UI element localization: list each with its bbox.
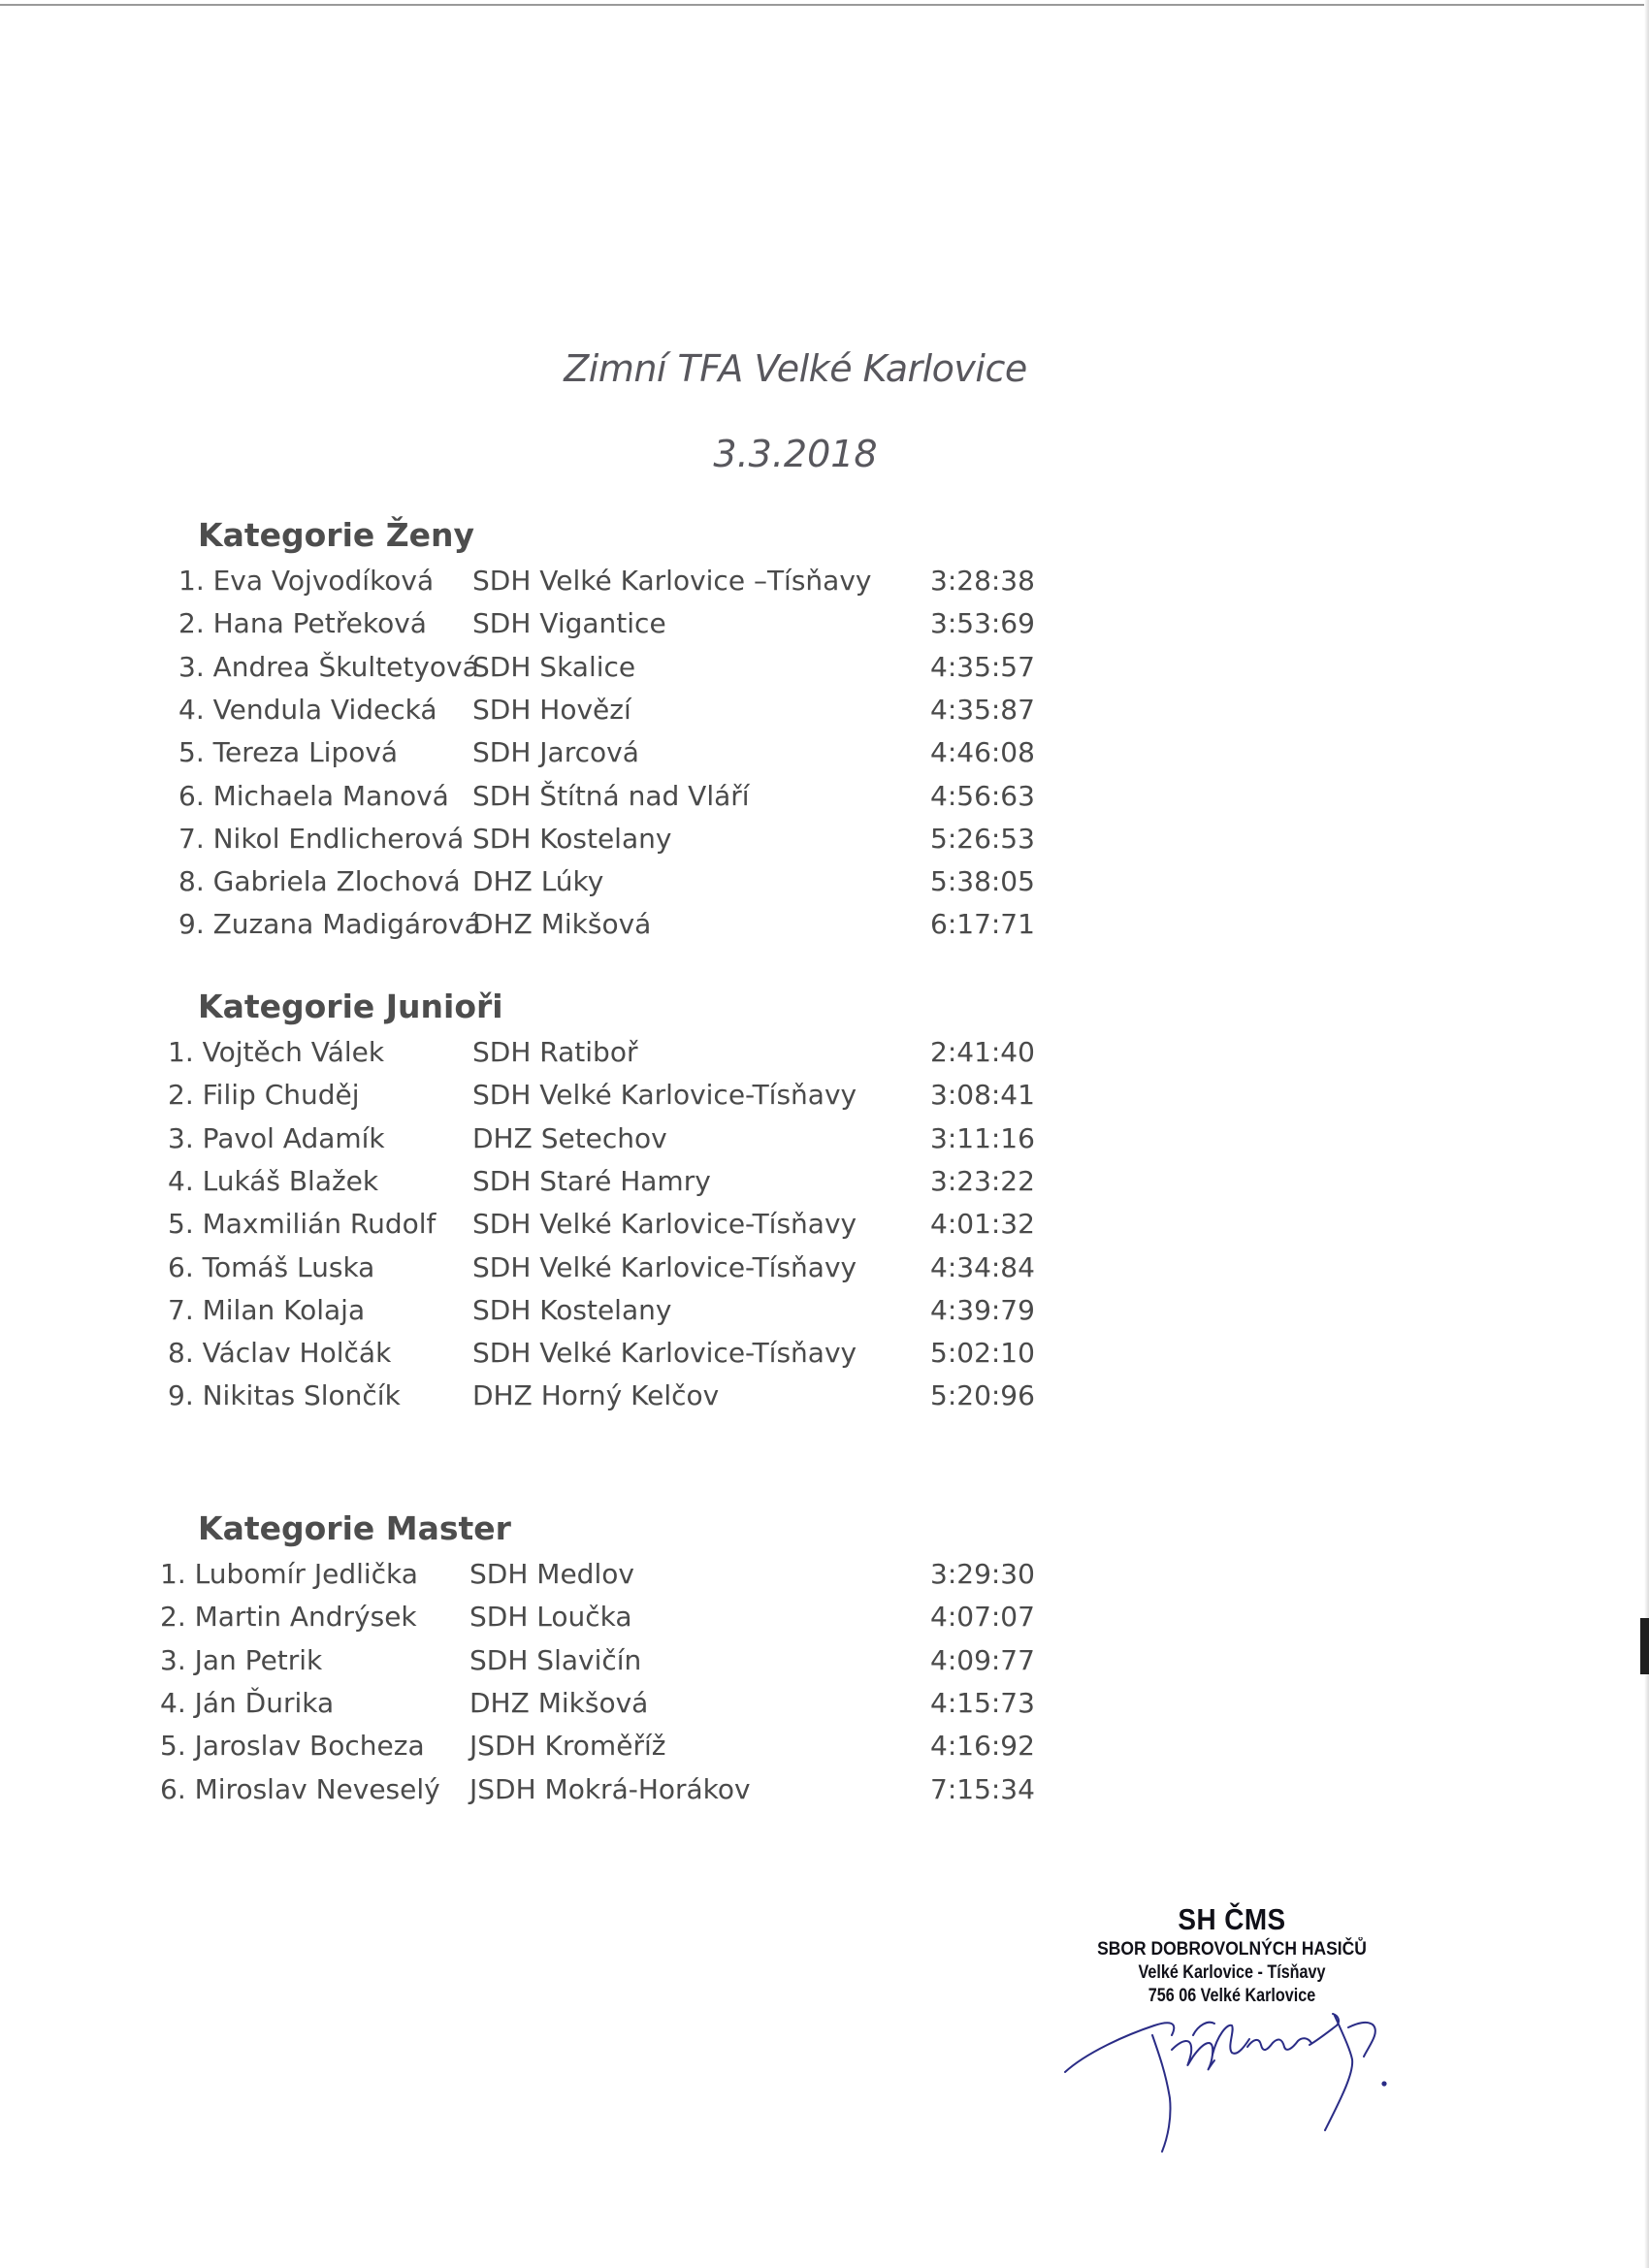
competitor-club: SDH Ratiboř xyxy=(472,1036,638,1068)
result-row xyxy=(0,1036,1164,1079)
competitor-club: SDH Slavičín xyxy=(469,1643,642,1676)
result-time: 3:29:30 xyxy=(930,1558,1035,1590)
competitor-club: SDH Medlov xyxy=(469,1558,634,1590)
result-row xyxy=(0,1773,1164,1816)
result-row xyxy=(0,651,1164,694)
result-time: 3:11:16 xyxy=(930,1121,1035,1154)
competitor-name: 8. Gabriela Zlochová xyxy=(178,865,461,898)
competitor-club: SDH Velké Karlovice-Tísňavy xyxy=(472,1250,857,1283)
result-row xyxy=(0,1687,1164,1730)
stamp-line-3: Velké Karlovice - Tísňavy xyxy=(1138,1962,1326,1983)
competitor-name: 9. Zuzana Madigárová xyxy=(178,908,481,941)
competitor-name: 1. Lubomír Jedlička xyxy=(160,1558,418,1590)
competitor-club: SDH Štítná nad Vláří xyxy=(472,779,750,812)
result-row xyxy=(0,1208,1164,1250)
competitor-name: 2. Hana Petřeková xyxy=(178,607,427,640)
result-time: 4:09:77 xyxy=(930,1643,1035,1676)
result-time: 2:41:40 xyxy=(930,1036,1035,1068)
competitor-club: SDH Loučka xyxy=(469,1601,632,1634)
competitor-club: DHZ Mikšová xyxy=(472,908,652,941)
competitor-club: SDH Velké Karlovice-Tísňavy xyxy=(472,1337,857,1370)
scan-edge-mark xyxy=(1640,1618,1649,1674)
competitor-name: 3. Andrea Škultetyová xyxy=(178,650,479,683)
result-time: 4:01:32 xyxy=(930,1208,1035,1241)
document-date: 3.3.2018 xyxy=(713,433,878,475)
result-row xyxy=(0,1165,1164,1208)
result-time: 4:07:07 xyxy=(930,1601,1035,1634)
handwritten-signature xyxy=(1048,1996,1406,2161)
result-time: 3:28:38 xyxy=(930,565,1035,597)
competitor-name: 1. Eva Vojvodíková xyxy=(178,565,435,597)
result-time: 4:39:79 xyxy=(930,1293,1035,1326)
result-row xyxy=(0,1337,1164,1379)
result-time: 4:16:92 xyxy=(930,1730,1035,1763)
competitor-club: SDH Vigantice xyxy=(472,607,666,640)
competitor-name: 2. Filip Chuděj xyxy=(168,1079,360,1112)
competitor-club: JSDH Kroměříž xyxy=(469,1730,666,1763)
result-row xyxy=(0,607,1164,650)
result-row xyxy=(0,1379,1164,1422)
result-row xyxy=(0,780,1164,823)
result-time: 3:23:22 xyxy=(930,1164,1035,1197)
competitor-name: 4. Vendula Videcká xyxy=(178,693,437,726)
competitor-name: 5. Maxmilián Rudolf xyxy=(168,1208,436,1241)
competitor-club: SDH Skalice xyxy=(472,650,636,683)
competitor-name: 4. Ján Ďurika xyxy=(160,1686,335,1719)
result-time: 4:35:87 xyxy=(930,693,1035,726)
result-time: 3:53:69 xyxy=(930,607,1035,640)
result-row xyxy=(0,1601,1164,1643)
competitor-club: DHZ Setechov xyxy=(472,1121,667,1154)
result-time: 5:20:96 xyxy=(930,1379,1035,1412)
category-heading: Kategorie Ženy xyxy=(198,516,475,554)
result-row xyxy=(0,908,1164,951)
competitor-club: SDH Hovězí xyxy=(472,693,631,726)
competitor-name: 6. Michaela Manová xyxy=(178,779,449,812)
competitor-name: 5. Jaroslav Bocheza xyxy=(160,1730,425,1763)
competitor-name: 9. Nikitas Slončík xyxy=(168,1379,401,1412)
competitor-name: 6. Miroslav Neveselý xyxy=(160,1772,440,1805)
result-time: 4:35:57 xyxy=(930,650,1035,683)
result-time: 5:38:05 xyxy=(930,865,1035,898)
competitor-club: SDH Kostelany xyxy=(472,822,672,855)
result-row xyxy=(0,1079,1164,1121)
result-row xyxy=(0,1644,1164,1687)
competitor-name: 7. Milan Kolaja xyxy=(168,1293,366,1326)
competitor-club: SDH Velké Karlovice –Tísňavy xyxy=(472,565,872,597)
stamp-line-1: SH ČMS xyxy=(1178,1902,1286,1936)
competitor-club: DHZ Horný Kelčov xyxy=(472,1379,720,1412)
competitor-name: 8. Václav Holčák xyxy=(168,1337,392,1370)
competitor-club: JSDH Mokrá-Horákov xyxy=(469,1772,751,1805)
competitor-club: SDH Kostelany xyxy=(472,1293,672,1326)
competitor-club: SDH Jarcová xyxy=(472,736,639,769)
organization-stamp xyxy=(1057,1901,1406,2008)
result-time: 4:15:73 xyxy=(930,1686,1035,1719)
result-row xyxy=(0,1558,1164,1601)
result-time: 7:15:34 xyxy=(930,1772,1035,1805)
competitor-club: DHZ Lúky xyxy=(472,865,604,898)
competitor-club: SDH Velké Karlovice-Tísňavy xyxy=(472,1208,857,1241)
scan-border-top xyxy=(0,4,1649,6)
competitor-name: 1. Vojtěch Válek xyxy=(168,1036,385,1068)
competitor-club: SDH Velké Karlovice-Tísňavy xyxy=(472,1079,857,1112)
category-heading: Kategorie Master xyxy=(198,1509,511,1547)
result-time: 5:26:53 xyxy=(930,822,1035,855)
result-row xyxy=(0,865,1164,908)
category-heading: Kategorie Junioři xyxy=(198,988,503,1025)
result-row xyxy=(0,1251,1164,1294)
result-row xyxy=(0,736,1164,779)
competitor-club: DHZ Mikšová xyxy=(469,1686,649,1719)
competitor-name: 7. Nikol Endlicherová xyxy=(178,822,465,855)
result-time: 5:02:10 xyxy=(930,1337,1035,1370)
competitor-name: 5. Tereza Lipová xyxy=(178,736,399,769)
result-row xyxy=(0,565,1164,607)
competitor-name: 4. Lukáš Blažek xyxy=(168,1164,379,1197)
result-row xyxy=(0,1122,1164,1165)
competitor-name: 3. Pavol Adamík xyxy=(168,1121,385,1154)
result-time: 4:56:63 xyxy=(930,779,1035,812)
competitor-name: 2. Martin Andrýsek xyxy=(160,1601,417,1634)
result-row xyxy=(0,823,1164,865)
competitor-club: SDH Staré Hamry xyxy=(472,1164,711,1197)
scan-border-right xyxy=(1644,0,1649,2268)
document-title: Zimní TFA Velké Karlovice xyxy=(564,347,1027,390)
result-row xyxy=(0,1294,1164,1337)
result-time: 4:34:84 xyxy=(930,1250,1035,1283)
result-row xyxy=(0,1730,1164,1772)
competitor-name: 3. Jan Petrik xyxy=(160,1643,323,1676)
result-row xyxy=(0,694,1164,736)
stamp-line-2: SBOR DOBROVOLNÝCH HASIČŮ xyxy=(1097,1939,1367,1960)
result-time: 6:17:71 xyxy=(930,908,1035,941)
result-time: 3:08:41 xyxy=(930,1079,1035,1112)
stamp-line-4: 756 06 Velké Karlovice xyxy=(1148,1986,1316,2006)
competitor-name: 6. Tomáš Luska xyxy=(168,1250,375,1283)
result-time: 4:46:08 xyxy=(930,736,1035,769)
